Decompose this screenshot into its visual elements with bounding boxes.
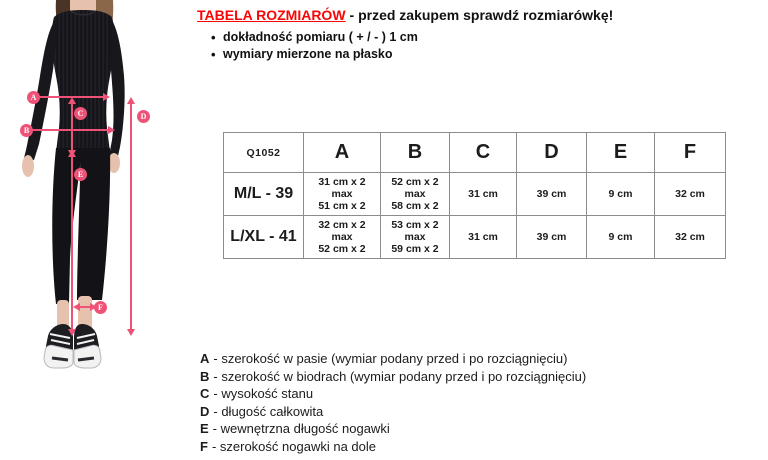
legend-letter: E: [200, 421, 209, 436]
marker-letter: B: [23, 126, 30, 135]
legend-desc: - szerokość w biodrach (wymiar podany przed i po rozciągnięciu): [213, 368, 587, 384]
cell-lxl-e: 9 cm: [587, 216, 655, 259]
legend-item-c: [200, 385, 586, 403]
arrow-right-icon: [108, 126, 115, 134]
legend-letter: A: [200, 351, 210, 366]
cell-line: max: [404, 231, 426, 243]
model-arm-right: [109, 17, 125, 156]
measure-marker-b: [20, 124, 33, 137]
cell-line: 51 cm x 2: [318, 200, 366, 212]
column-header-e: E: [587, 133, 655, 173]
cell-ml-e: 9 cm: [587, 173, 655, 216]
header: [197, 7, 757, 63]
measure-line-length-d: [130, 103, 132, 330]
column-header-b: B: [381, 133, 450, 173]
arrow-down-icon: [68, 329, 76, 336]
cell-ml-d: 39 cm: [517, 173, 587, 216]
note-list: [197, 29, 757, 63]
size-label-ml: M/L - 39: [224, 173, 304, 216]
legend-desc: - szerokość nogawki na dole: [211, 438, 376, 454]
size-table: [223, 132, 726, 259]
title-suffix: - przed zakupem sprawdź rozmiarówkę!: [349, 7, 614, 23]
legend-desc: - wewnętrzna długość nogawki: [212, 421, 390, 436]
column-header-d: D: [517, 133, 587, 173]
cell-line: 59 cm x 2: [391, 243, 439, 255]
cell-ml-c: 31 cm: [450, 173, 517, 216]
note-item: • wymiary mierzone na płasko: [197, 46, 757, 63]
legend-letter: F: [200, 438, 208, 454]
page-title: [197, 7, 757, 23]
cell-ml-a: [304, 173, 381, 216]
marker-letter: E: [77, 170, 84, 179]
marker-letter: D: [140, 112, 147, 121]
product-code: Q1052: [224, 133, 304, 173]
marker-letter: F: [98, 303, 103, 312]
cell-lxl-a: [304, 216, 381, 259]
measure-line-hip-b: [31, 129, 109, 131]
cell-line: 32 cm x 2: [318, 219, 366, 231]
measure-line-rise-c: [71, 103, 73, 151]
cell-ml-f: 32 cm: [655, 173, 726, 216]
measure-line-hem-f: [79, 306, 91, 308]
measure-marker-a: [27, 91, 40, 104]
measurement-legend: [200, 350, 586, 455]
cell-line: 53 cm x 2: [391, 219, 439, 231]
note-item: • dokładność pomiaru ( + / - ) 1 cm: [197, 29, 757, 46]
size-row-ml: [224, 173, 726, 216]
arrow-left-icon: [73, 303, 80, 311]
model-hand: [22, 155, 34, 177]
arrow-up-icon: [68, 150, 76, 157]
legend-item-f: [200, 438, 586, 456]
legend-letter: D: [200, 403, 210, 419]
cell-lxl-c: 31 cm: [450, 216, 517, 259]
column-header-c: C: [450, 133, 517, 173]
cell-lxl-b: [381, 216, 450, 259]
legend-letter: C: [200, 386, 210, 401]
measure-marker-f: [94, 301, 107, 314]
marker-letter: A: [30, 93, 37, 102]
measure-marker-c: [74, 107, 87, 120]
legend-desc: - wysokość stanu: [213, 386, 314, 401]
marker-letter: C: [77, 109, 84, 118]
cell-lxl-f: 32 cm: [655, 216, 726, 259]
legend-item-a: [200, 350, 586, 368]
cell-line: 58 cm x 2: [391, 200, 439, 212]
legend-item-d: [200, 403, 586, 421]
arrow-up-icon: [127, 97, 135, 104]
cell-line: max: [331, 188, 353, 200]
size-table-header-row: [224, 133, 726, 173]
legend-desc: - szerokość w pasie (wymiar podany przed i po rozciągnięciu): [213, 351, 568, 366]
arrow-down-icon: [127, 329, 135, 336]
arrow-up-icon: [68, 97, 76, 104]
model-arm-left: [24, 17, 57, 160]
cell-ml-b: [381, 173, 450, 216]
measure-marker-e: [74, 168, 87, 181]
legend-letter: B: [200, 368, 210, 384]
cell-line: max: [331, 231, 353, 243]
legend-desc: - długość całkowita: [213, 403, 324, 419]
cell-line: 52 cm x 2: [391, 176, 439, 188]
size-table-title: TABELA ROZMIARÓW: [197, 7, 346, 23]
measure-marker-d: [137, 110, 150, 123]
model-illustration: [0, 0, 170, 375]
cell-line: 52 cm x 2: [318, 243, 366, 255]
column-header-f: F: [655, 133, 726, 173]
legend-item-e: [200, 420, 586, 438]
size-label-lxl: L/XL - 41: [224, 216, 304, 259]
column-header-a: A: [304, 133, 381, 173]
cell-lxl-d: 39 cm: [517, 216, 587, 259]
cell-line: 31 cm x 2: [318, 176, 366, 188]
arrow-right-icon: [103, 93, 110, 101]
cell-line: max: [404, 188, 426, 200]
size-row-lxl: [224, 216, 726, 259]
model-photo: [0, 0, 170, 375]
legend-item-b: [200, 368, 586, 386]
